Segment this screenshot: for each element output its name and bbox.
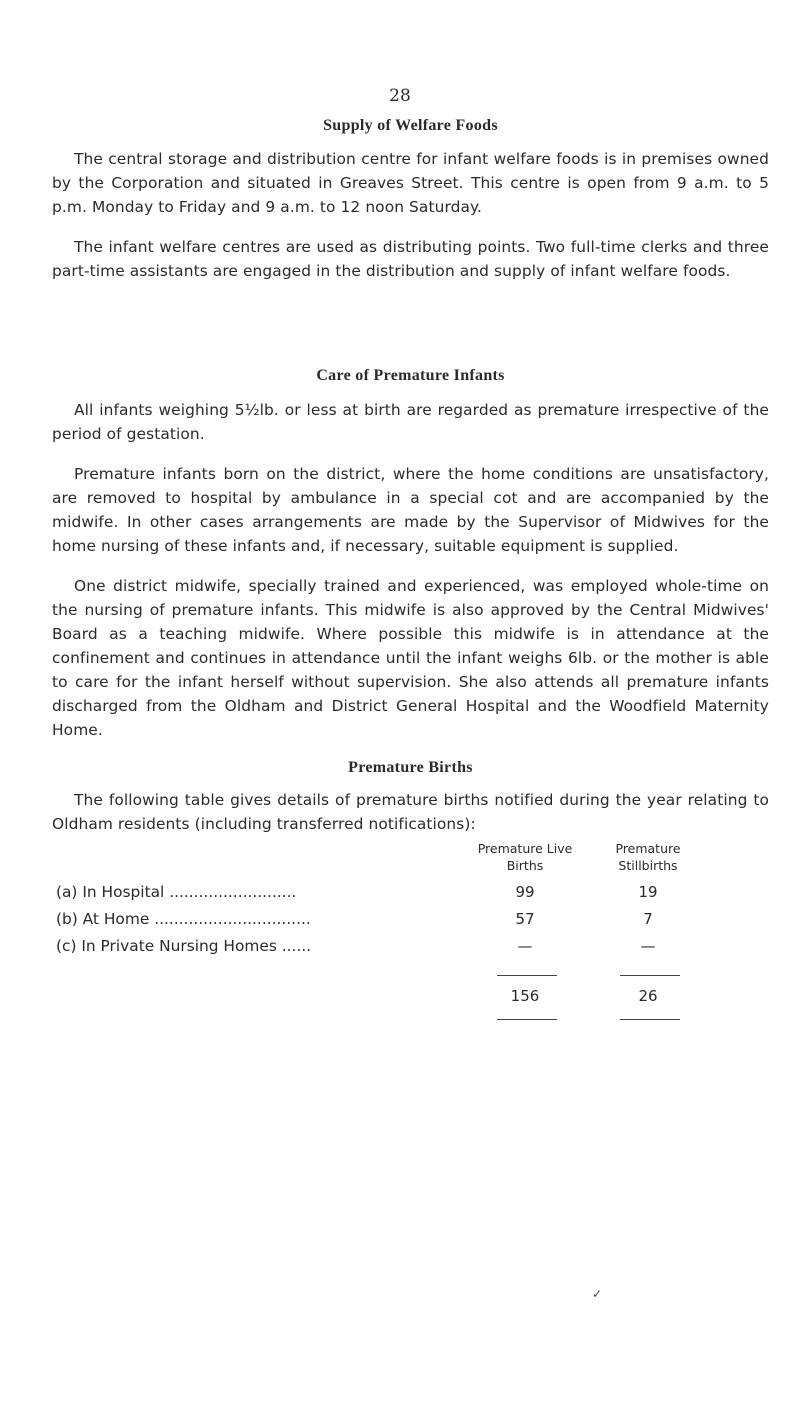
table-cell-live: 57 <box>515 910 535 928</box>
table-total-still: 26 <box>638 987 658 1005</box>
paragraph: All infants weighing 5½lb. or less at birth are regarded as premature irrespective of the period of gestation. <box>52 401 769 443</box>
paragraph: The central storage and distribution centre for infant welfare foods is in premises owned by the Corporation and situated in Greaves Street. This centre is open from 9 a.m. to 5 p.m. Monday to Friday and 9 a.m. to 12 noon Saturday. <box>52 150 769 216</box>
column-header-stillbirths: Premature Stillbirths <box>615 841 681 873</box>
table-cell-still: 7 <box>643 910 653 928</box>
table-row-label: (c) In Private Nursing Homes ...... <box>56 937 312 955</box>
paragraph: Premature infants born on the district, where the home conditions are unsatisfactory, are removed to hospital by ambulance in a special cot and are accompanied by the midwife. In other cases arrangements are made by the Supervisor of Midwives for the home nursing of these infants and, if necessary, suitable equipment is supplied. <box>52 465 769 555</box>
table-row-label: (a) In Hospital .......................... <box>56 883 297 901</box>
column-header-live-births: Premature Live Births <box>477 841 573 873</box>
total-rule-bottom <box>497 1019 557 1020</box>
table-total-live: 156 <box>510 987 540 1005</box>
premature-births-table <box>52 840 769 1090</box>
table-cell-live: 99 <box>515 883 535 901</box>
section-premature-births <box>52 759 769 836</box>
section-heading: Care of Premature Infants <box>316 367 505 384</box>
paragraph: The following table gives details of premature births notified during the year relating to Oldham residents (including transferred notifications): <box>52 791 769 833</box>
paragraph: One district midwife, specially trained and experienced, was employed whole-time on the nursing of premature infants. This midwife is also approved by the Central Midwives' Board as a teaching midwife. Where possible this midwife is in attendance at the confinement and continues in attendance until the infant weighs 6lb. or the mother is able to care for the infant herself without supervision. She also attends all premature infants discharged from the Oldham and District General Hospital and the Woodfield Maternity Home. <box>52 577 769 739</box>
table-cell-still: 19 <box>638 883 658 901</box>
section-heading: Premature Births <box>348 759 473 776</box>
table-cell-still: — <box>640 937 656 955</box>
tick-mark: ✓ <box>592 1287 603 1301</box>
paragraph: The infant welfare centres are used as distributing points. Two full-time clerks and three part-time assistants are engaged in the distribution and supply of infant welfare foods. <box>52 238 769 280</box>
total-rule-top <box>620 975 680 976</box>
total-rule-bottom <box>620 1019 680 1020</box>
section-welfare-foods <box>52 117 769 283</box>
table-cell-live: — <box>517 937 533 955</box>
section-premature-infants <box>52 367 769 742</box>
total-rule-top <box>497 975 557 976</box>
table-row-label: (b) At Home ................................ <box>56 910 311 928</box>
section-heading: Supply of Welfare Foods <box>323 117 498 134</box>
page-number: 28 <box>389 86 411 106</box>
